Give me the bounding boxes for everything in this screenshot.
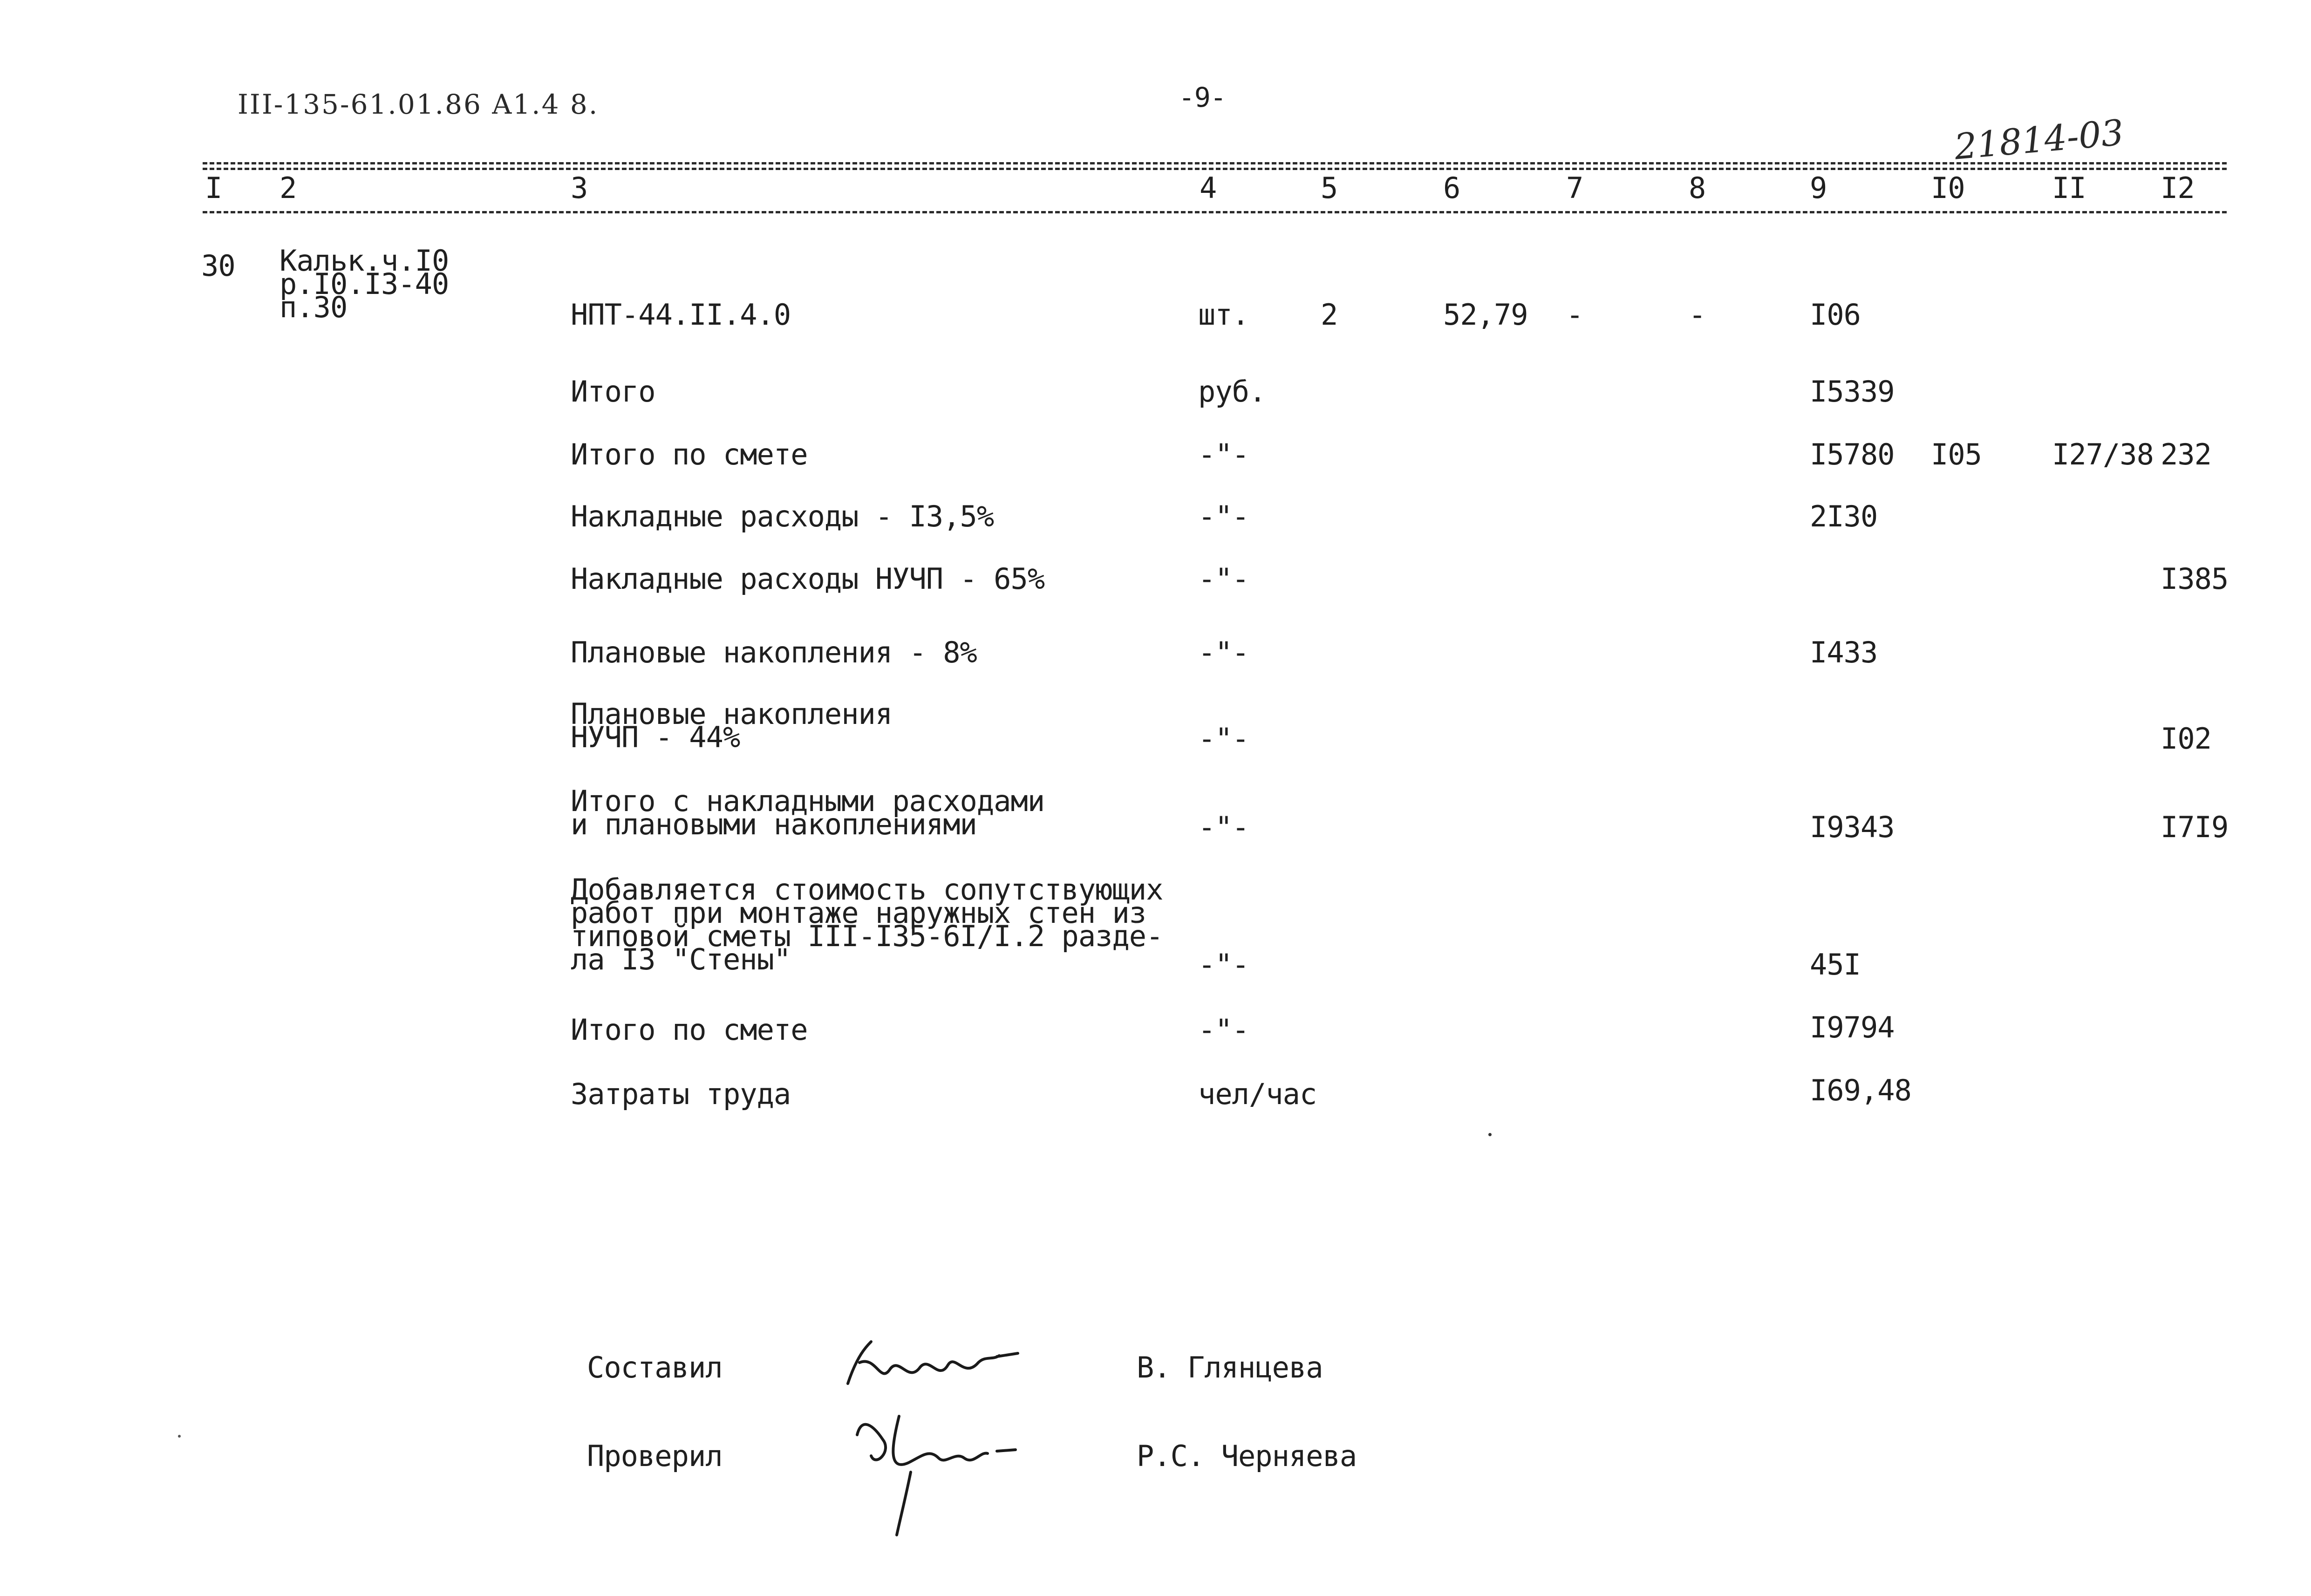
row-label: Итого по смете bbox=[571, 437, 808, 471]
row-label: Накладные расходы НУЧП - 65% bbox=[571, 562, 1045, 596]
row-col10: I05 bbox=[1931, 437, 1982, 471]
header-top-rule bbox=[203, 162, 2227, 164]
row-col9: I9343 bbox=[1810, 810, 1895, 844]
document-code: III-135-61.01.86 A1.4 8. bbox=[238, 89, 599, 120]
row-col12: I385 bbox=[2161, 562, 2229, 596]
compiler-signature bbox=[839, 1328, 1034, 1407]
row-col9: 2I30 bbox=[1810, 499, 1878, 533]
entry-unit: шт. bbox=[1198, 298, 1249, 332]
column-header-5: 5 bbox=[1321, 171, 1338, 205]
column-header-11: II bbox=[2052, 171, 2086, 205]
entry-col7: - bbox=[1566, 298, 1583, 332]
row-unit: -"- bbox=[1198, 948, 1249, 982]
compiler-name: В. Глянцева bbox=[1137, 1350, 1323, 1385]
column-header-6: 6 bbox=[1443, 171, 1460, 205]
row-col9: I5339 bbox=[1810, 375, 1895, 409]
row-unit: -"- bbox=[1198, 562, 1249, 596]
row-unit: -"- bbox=[1198, 810, 1249, 844]
scan-speck bbox=[1488, 1133, 1492, 1136]
column-header-4: 4 bbox=[1200, 171, 1217, 205]
entry-price: 52,79 bbox=[1443, 298, 1528, 332]
row-unit: -"- bbox=[1198, 722, 1249, 756]
column-header-12: I2 bbox=[2161, 171, 2195, 205]
column-header-2: 2 bbox=[280, 171, 297, 205]
column-header-3: 3 bbox=[571, 171, 588, 205]
scan-speck bbox=[178, 1435, 181, 1438]
row-unit: руб. bbox=[1198, 375, 1266, 409]
row-unit: -"- bbox=[1198, 1013, 1249, 1047]
row-label: Плановые накопления НУЧП - 44% bbox=[571, 697, 893, 754]
column-header-8: 8 bbox=[1689, 171, 1706, 205]
entry-item: НПТ-44.II.4.0 bbox=[571, 298, 791, 332]
checker-signature bbox=[848, 1407, 1043, 1542]
row-label: Добавляется стоимость сопутствующих работ при монтаже наружных стен из типовой сметы III-I35-6I/I.2 разде- ла I3 "Стены" bbox=[571, 873, 1163, 976]
header-bottom-rule bbox=[203, 211, 2227, 213]
row-col9: 45I bbox=[1810, 948, 1861, 982]
compiled-by-label: Составил bbox=[587, 1350, 723, 1385]
row-col12: 232 bbox=[2161, 437, 2211, 471]
column-header-1: I bbox=[205, 171, 222, 205]
column-header-7: 7 bbox=[1566, 171, 1583, 205]
row-label: Накладные расходы - I3,5% bbox=[571, 499, 994, 533]
row-unit: -"- bbox=[1198, 499, 1249, 533]
row-unit: чел/час bbox=[1198, 1077, 1317, 1111]
row-label: Итого bbox=[571, 375, 655, 409]
entry-col8: - bbox=[1689, 298, 1706, 332]
page-number: -9- bbox=[1179, 82, 1226, 113]
checked-by-label: Проверил bbox=[587, 1439, 723, 1473]
row-label: Итого по смете bbox=[571, 1013, 808, 1047]
row-unit: -"- bbox=[1198, 635, 1249, 669]
row-col12: I7I9 bbox=[2161, 810, 2229, 844]
row-col9: I9794 bbox=[1810, 1010, 1895, 1044]
column-header-10: I0 bbox=[1931, 171, 1965, 205]
column-header-9: 9 bbox=[1810, 171, 1827, 205]
entry-reference: Кальк.ч.I0 р.I0.I3-40 п.30 bbox=[280, 244, 449, 324]
entry-col9: I06 bbox=[1810, 298, 1861, 332]
row-label: Затраты труда bbox=[571, 1077, 791, 1111]
header-top-rule-2 bbox=[203, 168, 2227, 170]
checker-name: Р.С. Черняева bbox=[1137, 1439, 1357, 1473]
row-label: Плановые накопления - 8% bbox=[571, 635, 977, 669]
stamp-number: 21814-03 bbox=[1952, 111, 2126, 168]
row-col9: I5780 bbox=[1810, 437, 1895, 471]
row-col9: I69,48 bbox=[1810, 1073, 1911, 1107]
row-unit: -"- bbox=[1198, 437, 1249, 471]
entry-quantity: 2 bbox=[1321, 298, 1338, 332]
row-label: Итого с накладными расходами и плановыми накоплениями bbox=[571, 784, 1045, 841]
entry-number: 30 bbox=[201, 249, 235, 283]
row-col9: I433 bbox=[1810, 635, 1878, 669]
row-col11: I27/38 bbox=[2052, 437, 2154, 471]
row-col12: I02 bbox=[2161, 722, 2211, 756]
